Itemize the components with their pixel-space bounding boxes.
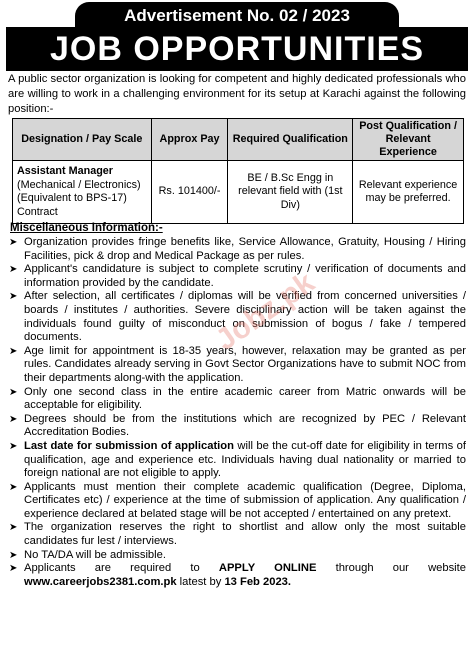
arrow-bullet-icon: ➤ [9, 264, 18, 276]
misc-list [8, 236, 466, 589]
arrow-bullet-icon: ➤ [9, 386, 18, 398]
list-item: ➤ Age limit for appointment is 18-35 years, however, relaxation may be granted as per rules. Candidates already serving in Govt Sector Organizations have to submit NOC from their departments along-with the application. [9, 344, 466, 384]
arrow-bullet-icon: ➤ [9, 345, 18, 357]
header-pay: Approx Pay [151, 119, 228, 161]
website-link[interactable]: www.careerjobs2381.com.pk [24, 575, 177, 588]
deadline-date: 13 Feb 2023. [224, 575, 291, 588]
header-designation: Designation / Pay Scale [13, 119, 152, 161]
list-item: ➤ Degrees should be from the institutions which are recognized by PEC / Relevant Accreditation Bodies. [9, 412, 466, 439]
cell-qualification: BE / B.Sc Engg in relevant field with (1st Div) [228, 161, 353, 224]
list-item: ➤ Applicants must mention their complete academic qualification (Degree, Diploma, Certificates etc) / experience at the time of submission of application. Any qualification / experience declared at belated stage will be not accepted / entertained on any pretext. [9, 480, 466, 520]
misc-heading: Miscellaneous Information:- [10, 222, 163, 234]
position-scale: (Equivalent to BPS-17) [17, 192, 127, 204]
watermark: Jobz.pk [210, 265, 321, 358]
arrow-bullet-icon: ➤ [9, 237, 18, 248]
header-experience: Post Qualification / Relevant Experience [353, 119, 464, 161]
arrow-bullet-icon: ➤ [9, 481, 18, 493]
list-item: ➤ Only one second class in the entire academic career from Matric onwards will be acceptable for eligibility. [9, 385, 466, 412]
list-item: ➤ Last date for submission of application will be the cut-off date for eligibility in terms of qualification, age and experience etc. Individuals having dual nationality or married to foreign national are not eligible to apply. [9, 439, 466, 480]
list-item: ➤ No TA/DA will be admissible. [9, 548, 166, 561]
list-item: ➤ Applicant's candidature is subject to complete scrutiny / verification of documents and information provided by the candidate. [9, 263, 466, 289]
position-discipline: (Mechanical / Electronics) [17, 178, 141, 191]
header-qualification: Required Qualification [228, 119, 353, 161]
intro-paragraph: A public sector organization is looking for competent and highly dedicated professionals who are willing to work in a challenging environment for its setup at Karachi against the following position:- [8, 73, 466, 115]
positions-table [12, 118, 464, 224]
table-row [13, 161, 464, 224]
list-item: ➤ After selection, all certificates / diplomas will be verified from concerned universities / boards / institutes / authorities. Severe disciplinary action will be taken against the individuals found guilty of misconduct on submission of bogus / fake / tempered documents. [9, 290, 466, 344]
apply-online-text: APPLY ONLINE [218, 562, 317, 575]
arrow-bullet-icon: ➤ [9, 440, 18, 452]
table-header-row [13, 119, 464, 161]
arrow-bullet-icon: ➤ [9, 291, 18, 303]
list-item-apply: ➤ Applicants are required to APPLY ONLINE through our website www.careerjobs2381.com.pk latest by 13 Feb 2023. [9, 562, 466, 588]
arrow-bullet-icon: ➤ [9, 522, 18, 534]
advertisement-number: Advertisement No. 02 / 2023 [75, 2, 399, 29]
arrow-bullet-icon: ➤ [9, 549, 18, 561]
cell-experience: Relevant experience may be preferred. [353, 161, 464, 224]
position-title: Assistant Manager [17, 165, 114, 177]
list-item: ➤ The organization reserves the right to shortlist and allow only the most suitable candidates fur lest / interviews. [9, 521, 466, 548]
last-date-label: Last date for submission of application [24, 439, 234, 452]
arrow-bullet-icon: ➤ [9, 413, 18, 425]
cell-pay: Rs. 101400/- [151, 161, 228, 224]
position-type: Contract [17, 205, 58, 218]
cell-designation [13, 161, 152, 224]
arrow-bullet-icon: ➤ [9, 563, 18, 575]
list-item: ➤ Organization provides fringe benefits like, Service Allowance, Gratuity, Housing / Hiring Facilities, pick & drop and Medical Package as per rules. [9, 236, 466, 262]
page-title: JOB OPPORTUNITIES [6, 27, 468, 71]
